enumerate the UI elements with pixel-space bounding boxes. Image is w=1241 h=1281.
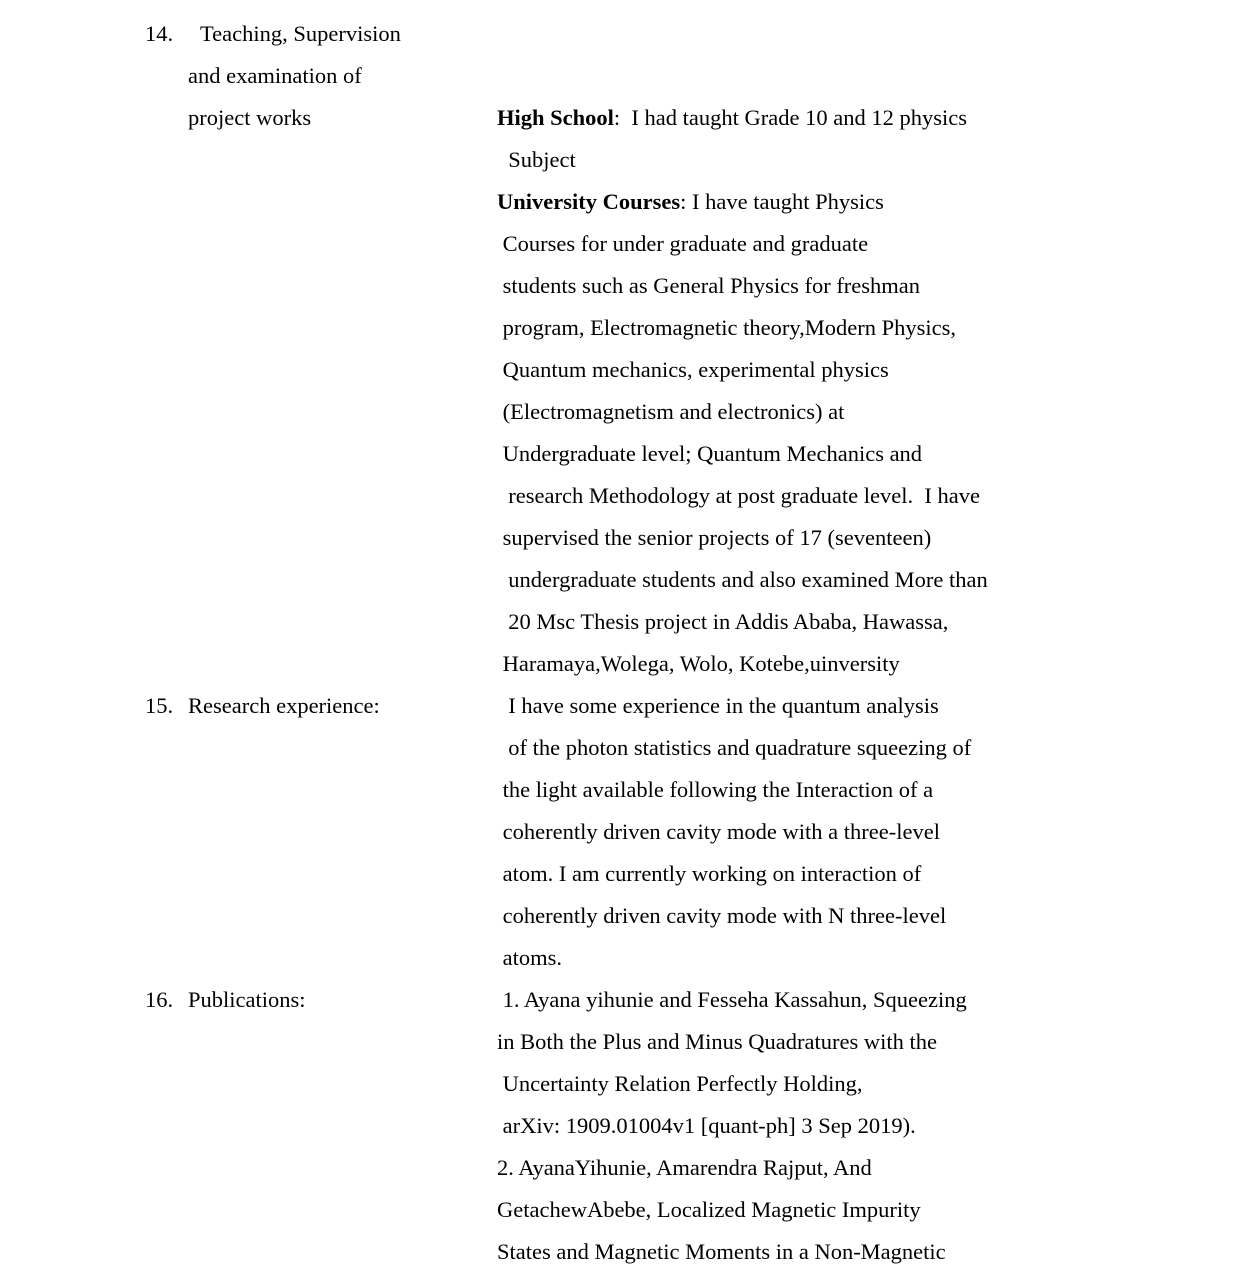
text-line: coherently driven cavity mode with N three-level (497, 903, 947, 928)
text-line (145, 979, 497, 1021)
text-line: Subject (497, 147, 576, 172)
text-line: supervised the senior projects of 17 (seventeen) (497, 525, 932, 550)
section-research-label (145, 685, 497, 727)
section-publications-content (497, 979, 1241, 1273)
section-publications (145, 979, 1241, 1273)
bold-run-in: University Courses (497, 189, 681, 214)
section-teaching-label (145, 13, 497, 139)
text-line: Undergraduate level; Quantum Mechanics and (497, 441, 923, 466)
text-line: in Both the Plus and Minus Quadratures with the (497, 1029, 937, 1054)
text-line (145, 13, 497, 55)
section-publications-label (145, 979, 497, 1021)
text-line: students such as General Physics for freshman (497, 273, 921, 298)
text-line: and examination of (188, 63, 362, 88)
text-line: High School: I had taught Grade 10 and 12 physics (497, 105, 967, 130)
text-line: project works (188, 105, 312, 130)
item-number: 16. (145, 987, 174, 1012)
item-number: 15. (145, 693, 174, 718)
item-label: Publications: (188, 987, 306, 1012)
text-line: program, Electromagnetic theory,Modern Physics, (497, 315, 957, 340)
text-line: atom. I am currently working on interaction of (497, 861, 922, 886)
text-line: Haramaya,Wolega, Wolo, Kotebe,uinversity (497, 651, 900, 676)
section-teaching-content (497, 13, 1241, 685)
section-teaching (145, 13, 1241, 685)
text-line: Uncertainty Relation Perfectly Holding, (497, 1071, 863, 1096)
text-line: the light available following the Interaction of a (497, 777, 934, 802)
text-line: research Methodology at post graduate level. I have (497, 483, 980, 508)
text-line: I have some experience in the quantum analysis (497, 693, 939, 718)
text-line: 20 Msc Thesis project in Addis Ababa, Hawassa, (497, 609, 949, 634)
text-line: Quantum mechanics, experimental physics (497, 357, 889, 382)
bold-run-in: High School (497, 105, 614, 130)
text-line: coherently driven cavity mode with a three-level (497, 819, 940, 844)
item-label: Teaching, Supervision (200, 21, 401, 46)
text-line: of the photon statistics and quadrature squeezing of (497, 735, 972, 760)
text-line: University Courses: I have taught Physics (497, 189, 884, 214)
text-line: undergraduate students and also examined More than (497, 567, 988, 592)
item-label: Research experience: (188, 693, 380, 718)
text-line: GetachewAbebe, Localized Magnetic Impurity (497, 1197, 921, 1222)
text-line: 2. AyanaYihunie, Amarendra Rajput, And (497, 1155, 872, 1180)
item-number: 14. (145, 21, 174, 46)
text-line: atoms. (497, 945, 562, 970)
section-research-content (497, 685, 1241, 979)
text-line: arXiv: 1909.01004v1 [quant-ph] 3 Sep 2019). (497, 1113, 916, 1138)
section-research (145, 685, 1241, 979)
text-line: (Electromagnetism and electronics) at (497, 399, 845, 424)
text-line (145, 685, 497, 727)
text-line: States and Magnetic Moments in a Non-Magnetic (497, 1239, 946, 1264)
text-line: 1. Ayana yihunie and Fesseha Kassahun, Squeezing (497, 987, 967, 1012)
text-line: Courses for under graduate and graduate (497, 231, 869, 256)
